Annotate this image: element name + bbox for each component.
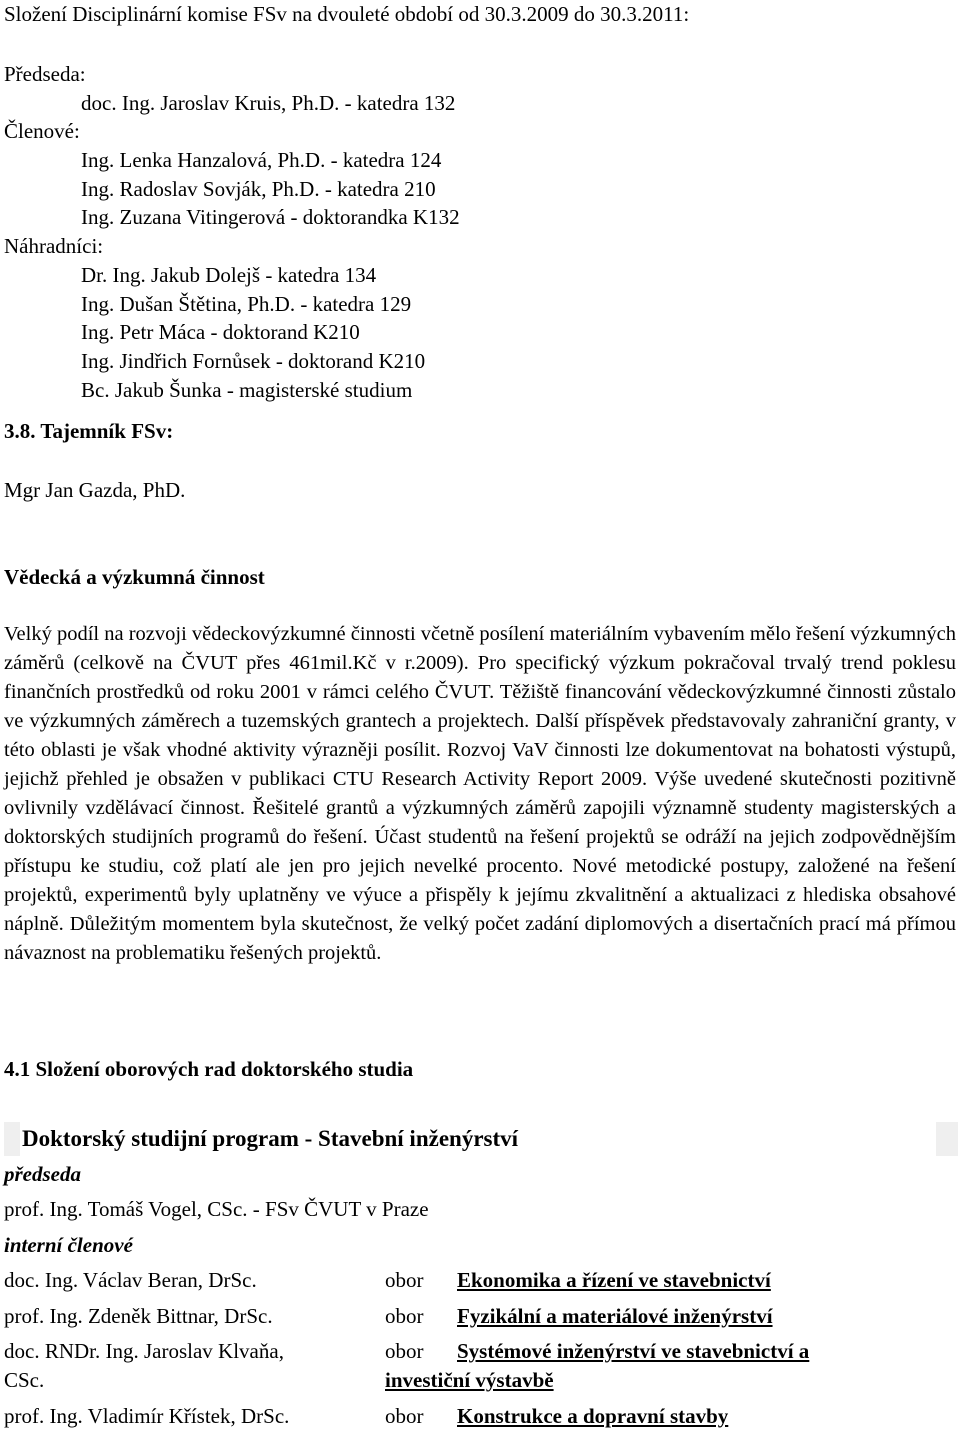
board-member-name: prof. Ing. Zdeněk Bittnar, DrSc. [4,1304,273,1328]
board-member-field: Systémové inženýrství ve stavebnictví a [457,1339,810,1363]
chair-name: doc. Ing. Jaroslav Kruis, Ph.D. - katedra 132 [81,91,456,115]
board-member-field: Konstrukce a dopravní stavby [457,1404,729,1428]
research-paragraph: Velký podíl na rozvoji vědeckovýzkumné činnosti včetně posílení materiálním vybavením mělo řešení výzkumných záměrů (celkově na ČVUT přes 461mil.Kč v r.2009). Pro specifický výzkum pokračoval trvalý trend poklesu finančních prostředků od roku 2001 v rámci celého ČVUT. Těžiště financování vědeckovýzkumné činnosti zůstalo ve výzkumných záměrech a tuzemských grantech a projektech. Další příspěvek představovaly zahraniční granty, v této oblasti je však vhodné aktivity výrazněji posílit. Rozvoj VaV činnosti lze dokumentovat na bohatosti výstupů, jejichž přehled je obsažen v publikaci CTU Research Activity Report 2009. Výše uvedené skutečnosti pozitivně ovlivnily vzdělávací činnost. Řešitelé grantů a výzkumných záměrů zapojili významně studenty magisterských a doktorských studijních programů do řešení. Účast studentů na řešení projektů se odráží na jejich zodpovědnějším přístupu ke studiu, což platí ale jen pro jejich nevelké procento. Nové metodické postupy, založené na řešení projektů, experimentů byly uplatněny ve výuce a přispěly k jejímu zkvalitnění a aktualizaci z hlediska obsahové náplně. Důležitým momentem byla skutečnost, že velký počet zadání diplomových a disertačních prací má přímou návaznost na problematiku řešených projektů. [4,623,956,964]
section-heading: 4.1 Složení oborových rad doktorského studia [4,1057,414,1081]
member-item: Ing. Lenka Hanzalová, Ph.D. - katedra 124 [81,148,442,172]
obor-label: obor [385,1404,424,1428]
chair-label: Předseda: [4,62,86,86]
obor-label: obor [385,1268,424,1292]
substitute-item: Ing. Petr Máca - doktorand K210 [81,320,360,344]
board-member-name-cont: CSc. [4,1368,45,1392]
substitute-item: Ing. Jindřich Fornůsek - doktorand K210 [81,349,426,373]
member-item: Ing. Radoslav Sovják, Ph.D. - katedra 210 [81,177,436,201]
substitutes-label: Náhradníci: [4,234,104,258]
board-member-name: doc. RNDr. Ing. Jaroslav Klvaňa, [4,1339,284,1363]
board-member-field: Ekonomika a řízení ve stavebnictví [457,1268,771,1292]
obor-label: obor [385,1339,424,1363]
shading-block [4,1122,20,1156]
secretary-name: Mgr Jan Gazda, PhD. [4,478,186,502]
substitute-item: Dr. Ing. Jakub Dolejš - katedra 134 [81,263,377,287]
program-title: Doktorský studijní program - Stavební inženýrství [22,1126,519,1151]
substitute-item: Bc. Jakub Šunka - magisterské studium [81,378,413,402]
board-member-field: Fyzikální a materiálové inženýrství [457,1304,773,1328]
program-chair-label: předseda [4,1162,81,1186]
member-item: Ing. Zuzana Vitingerová - doktorandka K132 [81,205,460,229]
substitute-item: Ing. Dušan Štětina, Ph.D. - katedra 129 [81,292,412,316]
board-member-name: prof. Ing. Vladimír Křístek, DrSc. [4,1404,290,1428]
obor-label: obor [385,1304,424,1328]
shading-block [936,1122,958,1156]
board-member-field-cont: investiční výstavbě [385,1368,554,1392]
program-chair: prof. Ing. Tomáš Vogel, CSc. - FSv ČVUT v Praze [4,1197,429,1221]
committee-heading: Složení Disciplinární komise FSv na dvouleté období od 30.3.2009 do 30.3.2011: [4,2,690,26]
research-heading: Vědecká a výzkumná činnost [4,565,265,589]
internal-members-label: interní členové [4,1233,133,1257]
secretary-heading: 3.8. Tajemník FSv: [4,419,174,443]
board-member-name: doc. Ing. Václav Beran, DrSc. [4,1268,257,1292]
members-label: Členové: [4,119,80,143]
